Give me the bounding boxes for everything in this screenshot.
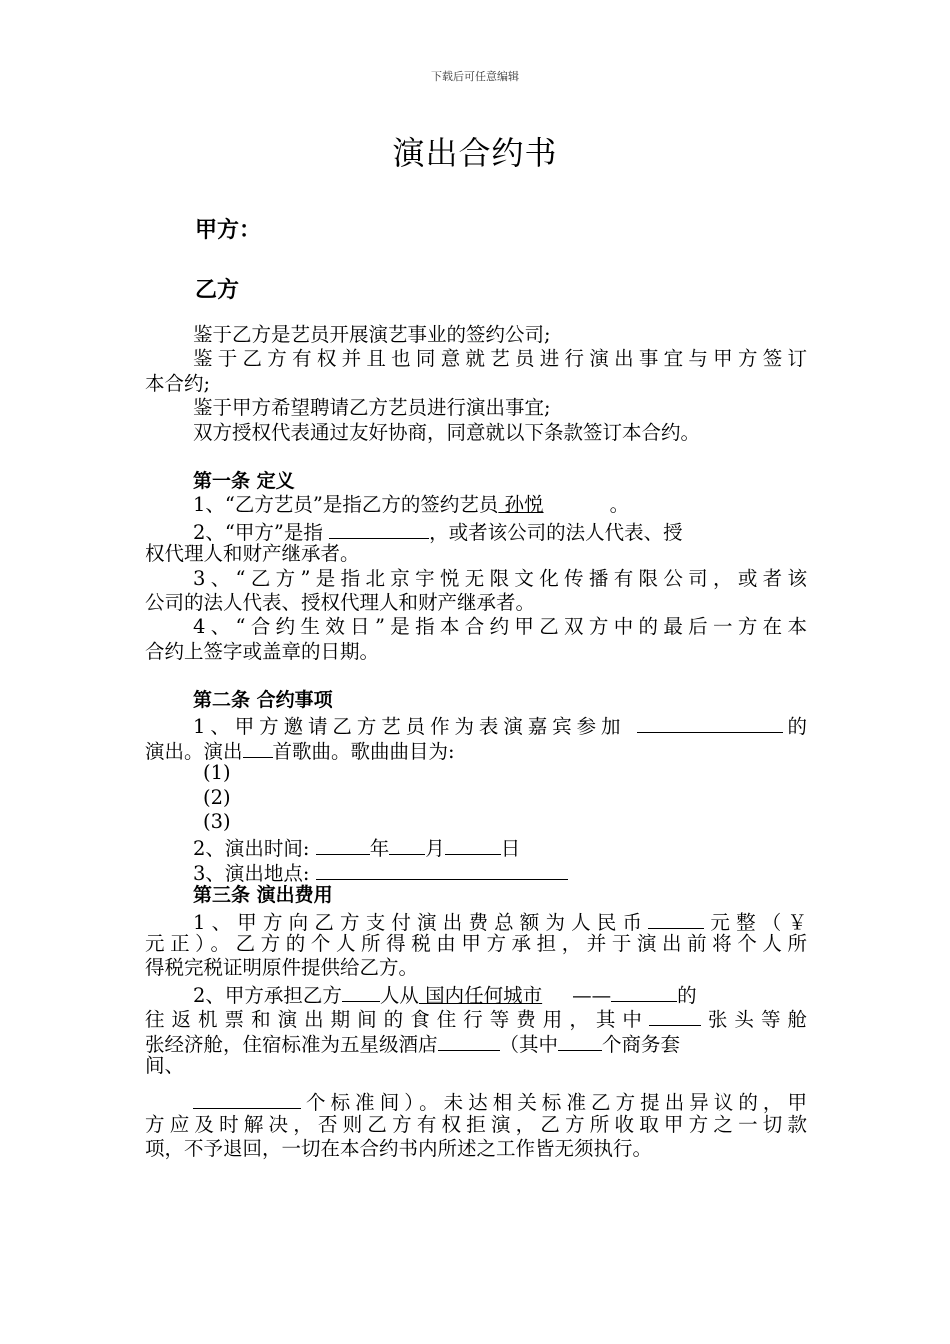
article2-clause2: 2、演出时间: 年 月 日 bbox=[145, 834, 807, 858]
article1-heading: 第一条 定义 bbox=[193, 469, 295, 492]
preamble-line: 鉴于乙方是艺员开展演艺事业的签约公司; bbox=[193, 323, 551, 346]
article2-clause3: 3、演出地点: bbox=[145, 859, 807, 883]
blank-field bbox=[558, 1030, 602, 1051]
article3-clause2-cont: 往返机票和演出期间的食住行等费用，其中 张头等舱 bbox=[145, 1005, 807, 1029]
artist-name: 孙悦 bbox=[498, 493, 544, 517]
article3-clause2-cont: 张经济舱，住宿标准为五星级酒店 （其中 个商务套 bbox=[145, 1030, 807, 1054]
article1-clause2-cont: 权代理人和财产继承者。 bbox=[145, 542, 360, 566]
header-note: 下载后可任意编辑 bbox=[431, 70, 519, 83]
departure-city: 国内任何城市 bbox=[418, 983, 543, 1007]
article2-clause1-cont: 演出。演出 首歌曲。歌曲曲目为: bbox=[145, 737, 807, 761]
article3-clause2-cont: 个标准间）。未达相关标准乙方提出异议的，甲 bbox=[145, 1088, 807, 1112]
article1-clause1: 1、“乙方艺员”是指乙方的签约艺员 孙悦 。 bbox=[193, 493, 630, 517]
preamble-line: 鉴于甲方希望聘请乙方艺员进行演出事宜; bbox=[193, 396, 551, 420]
preamble-line: 鉴于乙方有权并且也同意就艺员进行演出事宜与甲方签订 bbox=[193, 347, 807, 371]
blank-field bbox=[243, 737, 273, 758]
blank-field bbox=[438, 1030, 500, 1051]
blank-field bbox=[648, 908, 704, 929]
party-b-label: 乙方 bbox=[195, 278, 240, 303]
preamble-line: 双方授权代表通过友好协商，同意就以下条款签订本合约。 bbox=[193, 420, 701, 444]
blank-field bbox=[637, 712, 783, 733]
article2-clause1: 1、甲方邀请乙方艺员作为表演嘉宾参加 的 bbox=[145, 712, 807, 736]
article1-clause2: 2、“甲方”是指 ，或者该公司的法人代表、授 bbox=[145, 518, 807, 542]
blank-field bbox=[445, 834, 501, 855]
article1-clause4-cont: 合约上签字或盖章的日期。 bbox=[145, 639, 380, 663]
song-item: (2) bbox=[203, 785, 231, 809]
song-item: (1) bbox=[203, 761, 231, 785]
blank-field bbox=[329, 518, 429, 539]
article3-clause1-cont: 得税完税证明原件提供给乙方。 bbox=[145, 956, 419, 980]
blank-field bbox=[316, 859, 568, 880]
article1-clause4: 4、“合约生效日”是指本合约甲乙双方中的最后一方在本 bbox=[193, 615, 807, 639]
contract-body bbox=[145, 323, 807, 1162]
article3-clause2-cont: 方应及时解决，否则乙方有权拒演，乙方所收取甲方之一切款 bbox=[145, 1112, 807, 1136]
blank-field bbox=[316, 834, 370, 855]
page-title: 演出合约书 bbox=[392, 134, 558, 172]
blank-field bbox=[611, 981, 677, 1002]
blank-field bbox=[649, 1005, 701, 1026]
blank-field bbox=[193, 1088, 301, 1109]
article3-clause1: 1、甲方向乙方支付演出费总额为人民币 元整（￥ bbox=[145, 908, 807, 932]
article3-clause2-cont: 项，不予退回，一切在本合约书内所述之工作皆无须执行。 bbox=[145, 1137, 653, 1161]
article1-clause3: 3、“乙方”是指北京宇悦无限文化传播有限公司，或者该 bbox=[193, 566, 807, 590]
article3-clause1-cont: 元正）。乙方的个人所得税由甲方承担，并于演出前将个人所 bbox=[145, 931, 807, 955]
article2-heading: 第二条 合约事项 bbox=[193, 689, 333, 712]
article3-heading: 第三条 演出费用 bbox=[193, 884, 333, 907]
article3-clause2-cont: 间、 bbox=[145, 1053, 185, 1077]
article1-clause3-cont: 公司的法人代表、授权代理人和财产继承者。 bbox=[145, 590, 536, 614]
party-a-label: 甲方： bbox=[195, 218, 262, 243]
blank-field bbox=[389, 834, 425, 855]
blank-field bbox=[342, 981, 380, 1002]
preamble-line: 本合约; bbox=[145, 371, 211, 395]
song-item: (3) bbox=[203, 810, 231, 834]
article3-clause2: 2、甲方承担乙方 人从 国内任何城市 —— 的 bbox=[145, 981, 807, 1005]
